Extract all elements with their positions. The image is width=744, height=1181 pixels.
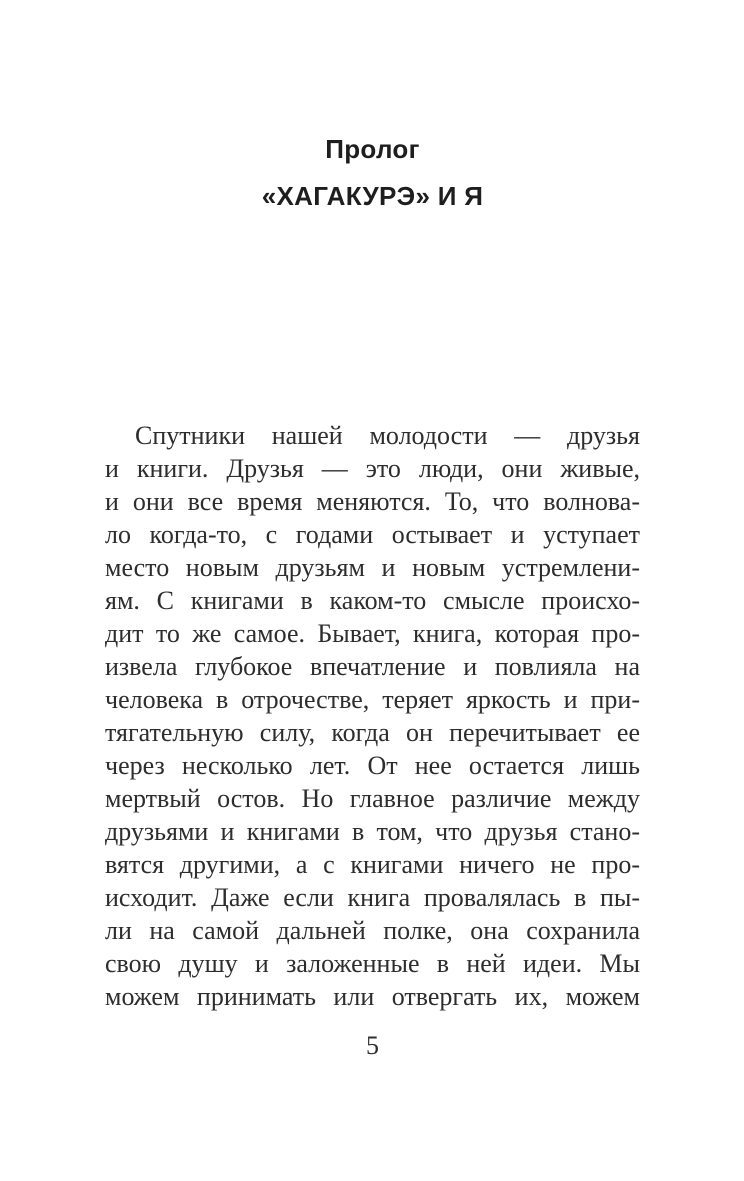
chapter-title: Пролог	[325, 134, 420, 164]
body-text-line: Спутники нашей молодости — друзья	[135, 421, 640, 450]
body-text-line: друзьями и книгами в том, что друзья стано-	[105, 817, 640, 846]
body-text-line: извела глубокое впечатление и повлияла на	[105, 652, 640, 681]
chapter-heading	[105, 126, 640, 220]
body-text-line: дит то же самое. Бывает, книга, которая про-	[105, 619, 640, 648]
body-text-line: свою душу и заложенные в ней идеи. Мы	[105, 949, 640, 978]
body-text-line: и они все время меняются. То, что волнова-	[105, 487, 640, 516]
body-text-line: ло когда-то, с годами остывает и уступает	[105, 520, 640, 549]
body-text-line: мертвый остов. Но главное различие между	[105, 784, 640, 813]
body-text-line: ли на самой дальней полке, она сохранила	[105, 916, 640, 945]
body-text-line: исходит. Даже если книга провалялась в пы-	[105, 883, 640, 912]
body-text-line: и книги. Друзья — это люди, они живые,	[105, 454, 640, 483]
body-text-line: можем принимать или отвергать их, можем	[105, 982, 640, 1011]
body-text-line: место новым друзьям и новым устремлени-	[105, 553, 640, 582]
body-text-line: человека в отрочестве, теряет яркость и при-	[105, 685, 640, 714]
chapter-subtitle: «ХАГАКУРЭ» И Я	[261, 181, 484, 211]
page-number: 5	[366, 1031, 379, 1060]
body-text	[105, 419, 640, 1013]
body-text-line: вятся другими, а с книгами ничего не про-	[105, 850, 640, 879]
body-text-line: тягательную силу, когда он перечитывает ее	[105, 718, 640, 747]
body-text-line: ям. С книгами в каком-то смысле происхо-	[105, 586, 640, 615]
body-text-line: через несколько лет. От нее остается лишь	[105, 751, 640, 780]
